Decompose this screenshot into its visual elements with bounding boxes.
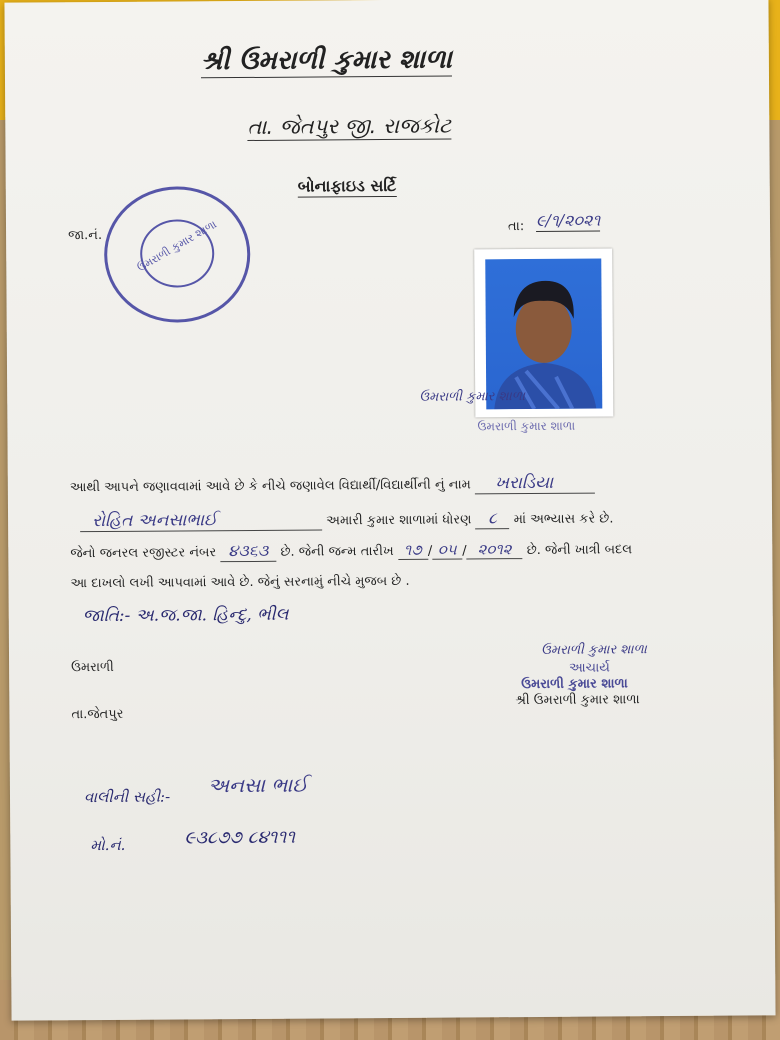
parent-signature: અનસા ભાઈ (207, 772, 308, 798)
principal-title: આચાર્ય (569, 660, 610, 676)
village-name: ઉમરાળી (71, 659, 114, 676)
principal-school-stamp: ઉમરાળી કુમાર શાળા (521, 676, 628, 693)
para-line-1 (70, 473, 595, 498)
outward-number-label: જા.નં. (68, 228, 103, 244)
dob-year: ૨૦૧૨ (467, 540, 523, 559)
photo-stamp-text: ઉમરાળી કુમાર શાળા (477, 418, 576, 434)
school-stamp (104, 186, 251, 323)
certificate-paper (4, 0, 775, 1021)
para-line-2-end: માં અભ્યાસ કરે છે. (513, 511, 614, 528)
student-photo-image (485, 259, 602, 410)
student-surname: ખરાડિયા (475, 473, 595, 495)
student-portrait-icon (485, 259, 602, 410)
photo-signature: ઉમરાળી કુમાર શાળા (419, 389, 526, 405)
para-line-3: જેનો જનરલ રજીસ્ટર નંબર ૪૩૬૩ છે. જેની જન્મ તારીખ ૧૭ / ૦૫ / ૨૦૧૨ છે. જેની ખાત્રી બદલ (70, 540, 633, 562)
caste-line: જાતિ:- અ.જ.જા. હિન્દુ, ભીલ (82, 604, 289, 627)
student-name: રોહિત અનસાભાઈ (80, 509, 322, 532)
standard-value: ૮ (475, 508, 509, 529)
taluka-name: તા.જેતપુર (71, 706, 124, 723)
para-line-3-end: છે. જેની ખાત્રી બદલ (526, 542, 633, 559)
para-line-3-mid: છે. જેની જન્મ તારીખ (280, 543, 394, 560)
stamp-text: ઉમરાળી કુમાર શાળા (134, 217, 219, 275)
school-location: તા. જેતપુર જી. રાજકોટ (247, 113, 452, 139)
mobile-label: મો.નં. (90, 835, 126, 855)
para-line-1-text: આથી આપને જણાવવામાં આવે છે કે નીચે જણાવેલ વિદ્યાર્થી/વિદ્યાર્થીની નું નામ (69, 477, 471, 496)
para-line-4: આ દાખલો લખી આપવામાં આવે છે. જેનું સરનામું નીચે મુજબ છે . (70, 573, 410, 592)
dob-day: ૧૭ (398, 541, 428, 560)
para-line-3-text: જેનો જનરલ રજીસ્ટર નંબર (70, 545, 217, 562)
date-label: તા: (507, 219, 525, 235)
principal-school-printed: શ્રી ઉમરાળી કુમાર શાળા (515, 692, 640, 709)
dob-month: ૦૫ (432, 540, 462, 559)
date-value: ૯/૧/૨૦૨૧ (535, 210, 601, 230)
stamp-inner-ring (140, 219, 214, 288)
parent-signature-label: વાલીની સહી:- (83, 787, 171, 807)
principal-signature: ઉમરાળી કુમાર શાળા (540, 642, 647, 658)
mobile-number: ૯૩૮૭૭ ૮૪૧૧૧ (184, 826, 296, 849)
school-name: શ્રી ઉમરાળી કુમાર શાળા (200, 44, 452, 77)
para-line-2 (80, 507, 614, 532)
document-title: બોનાફાઇડ સર્ટિ (297, 175, 397, 196)
gr-number: ૪૩૬૩ (220, 541, 276, 562)
para-line-2-text: અમારી કુમાર શાળામાં ધોરણ (326, 512, 472, 529)
